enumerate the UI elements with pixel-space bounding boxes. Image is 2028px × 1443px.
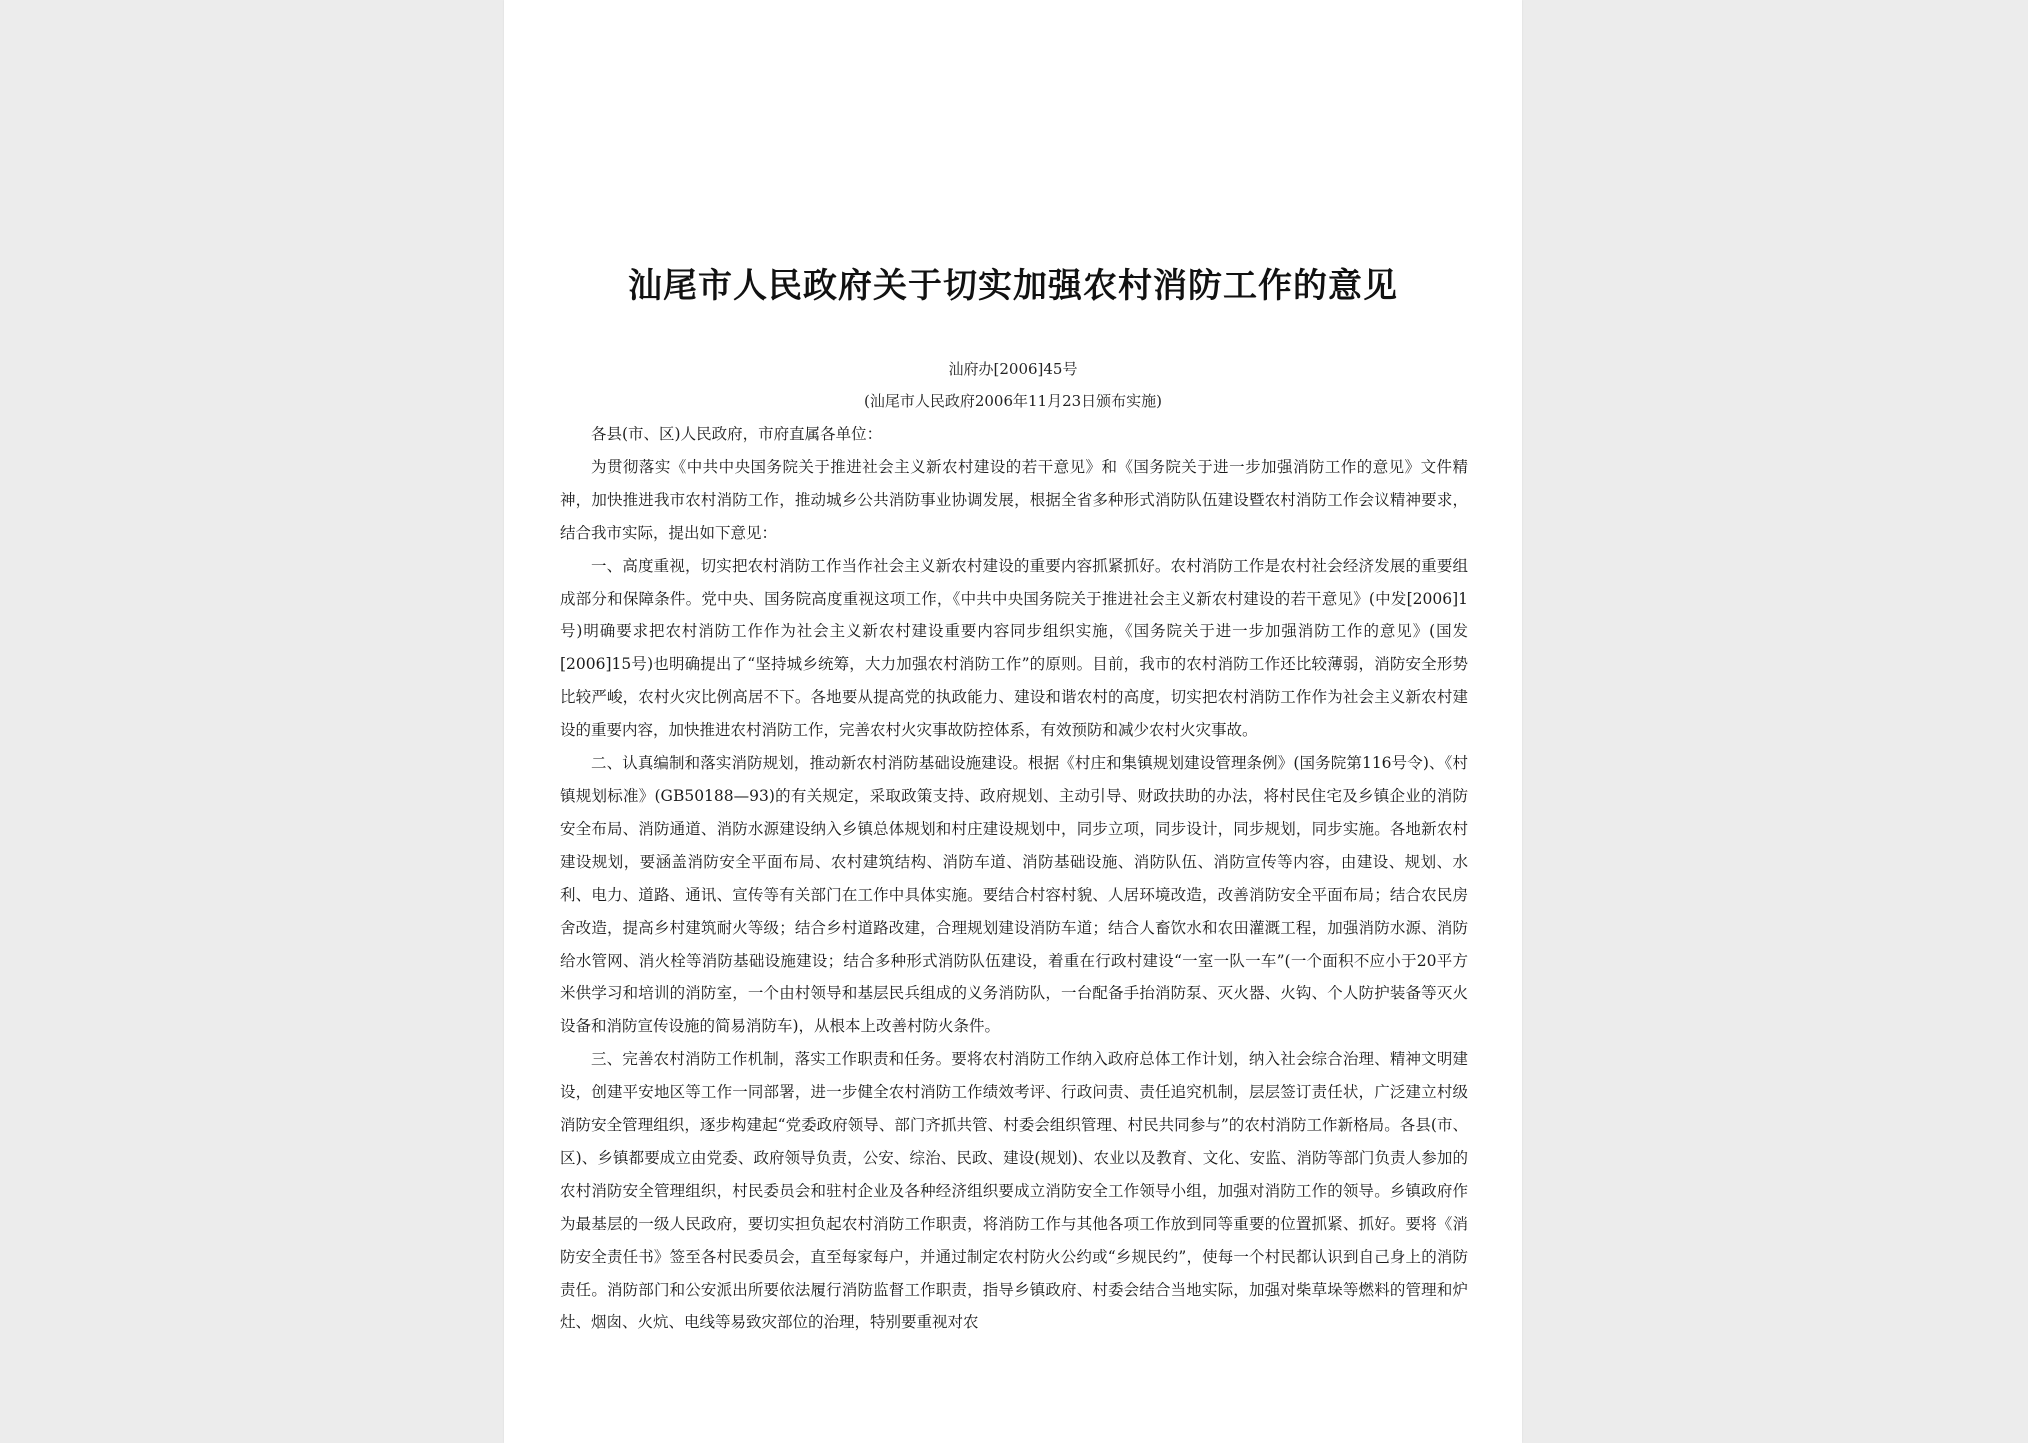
paragraph-section-1: 一、高度重视，切实把农村消防工作当作社会主义新农村建设的重要内容抓紧抓好。农村消防工作是农村社会经济发展的重要组成部分和保障条件。党中央、国务院高度重视这项工作，《中共中央国务院关于推进社会主义新农村建设的若干意见》(中发[2006]1号)明确要求把农村消防工作作为社会主义新农村建设重要内容同步组织实施，《国务院关于进一步加强消防工作的意见》(国发[2006]15号)也明确提出了“坚持城乡统筹，大力加强农村消防工作”的原则。目前，我市的农村消防工作还比较薄弱，消防安全形势比较严峻，农村火灾比例高居不下。各地要从提高党的执政能力、建设和谐农村的高度，切实把农村消防工作作为社会主义新农村建设的重要内容，加快推进农村消防工作，完善农村火灾事故防控体系，有效预防和减少农村火灾事故。 [560,556,1468,740]
document-title: 汕尾市人民政府关于切实加强农村消防工作的意见 [628,266,1398,306]
issue-date-line: (汕尾市人民政府2006年11月23日颁布实施) [863,392,1163,410]
paragraph-intro: 为贯彻落实《中共中央国务院关于推进社会主义新农村建设的若干意见》和《国务院关于进一步加强消防工作的意见》文件精神，加快推进我市农村消防工作，推动城乡公共消防事业协调发展，根据全省多种形式消防队伍建设暨农村消防工作会议精神要求，结合我市实际，提出如下意见： [560,457,1468,542]
document-number: 汕府办[2006]45号 [948,360,1078,378]
document-body [560,418,1468,1339]
paragraph-section-2: 二、认真编制和落实消防规划，推动新农村消防基础设施建设。根据《村庄和集镇规划建设管理条例》(国务院第116号令)、《村镇规划标准》(GB50188—93)的有关规定，采取政策支持、政府规划、主动引导、财政扶助的办法，将村民住宅及乡镇企业的消防安全布局、消防通道、消防水源建设纳入乡镇总体规划和村庄建设规划中，同步立项，同步设计，同步规划，同步实施。各地新农村建设规划，要涵盖消防安全平面布局、农村建筑结构、消防车道、消防基础设施、消防队伍、消防宣传等内容，由建设、规划、水利、电力、道路、通讯、宣传等有关部门在工作中具体实施。要结合村容村貌、人居环境改造，改善消防安全平面布局；结合农民房舍改造，提高乡村建筑耐火等级；结合乡村道路改建，合理规划建设消防车道；结合人畜饮水和农田灌溉工程，加强消防水源、消防给水管网、消火栓等消防基础设施建设；结合多种形式消防队伍建设，着重在行政村建设“一室一队一车”(一个面积不应小于20平方米供学习和培训的消防室，一个由村领导和基层民兵组成的义务消防队，一台配备手抬消防泵、灭火器、火钩、个人防护装备等灭火设备和消防宣传设施的简易消防车)，从根本上改善村防火条件。 [560,754,1468,1036]
paragraph-section-3: 三、完善农村消防工作机制，落实工作职责和任务。要将农村消防工作纳入政府总体工作计划，纳入社会综合治理、精神文明建设，创建平安地区等工作一同部署，进一步健全农村消防工作绩效考评、行政问责、责任追究机制，层层签订责任状，广泛建立村级消防安全管理组织，逐步构建起“党委政府领导、部门齐抓共管、村委会组织管理、村民共同参与”的农村消防工作新格局。各县(市、区)、乡镇都要成立由党委、政府领导负责，公安、综治、民政、建设(规划)、农业以及教育、文化、安监、消防等部门负责人参加的农村消防安全管理组织，村民委员会和驻村企业及各种经济组织要成立消防安全工作领导小组，加强对消防工作的领导。乡镇政府作为最基层的一级人民政府，要切实担负起农村消防工作职责，将消防工作与其他各项工作放到同等重要的位置抓紧、抓好。要将《消防安全责任书》签至各村民委员会，直至每家每户，并通过制定农村防火公约或“乡规民约”，使每一个村民都认识到自己身上的消防责任。消防部门和公安派出所要依法履行消防监督工作职责，指导乡镇政府、村委会结合当地实际，加强对柴草垛等燃料的管理和炉灶、烟囱、火炕、电线等易致灾部位的治理，特别要重视对农 [560,1050,1468,1332]
salutation: 各县(市、区)人民政府，市府直属各单位： [591,425,883,443]
document-page [504,0,1522,1443]
